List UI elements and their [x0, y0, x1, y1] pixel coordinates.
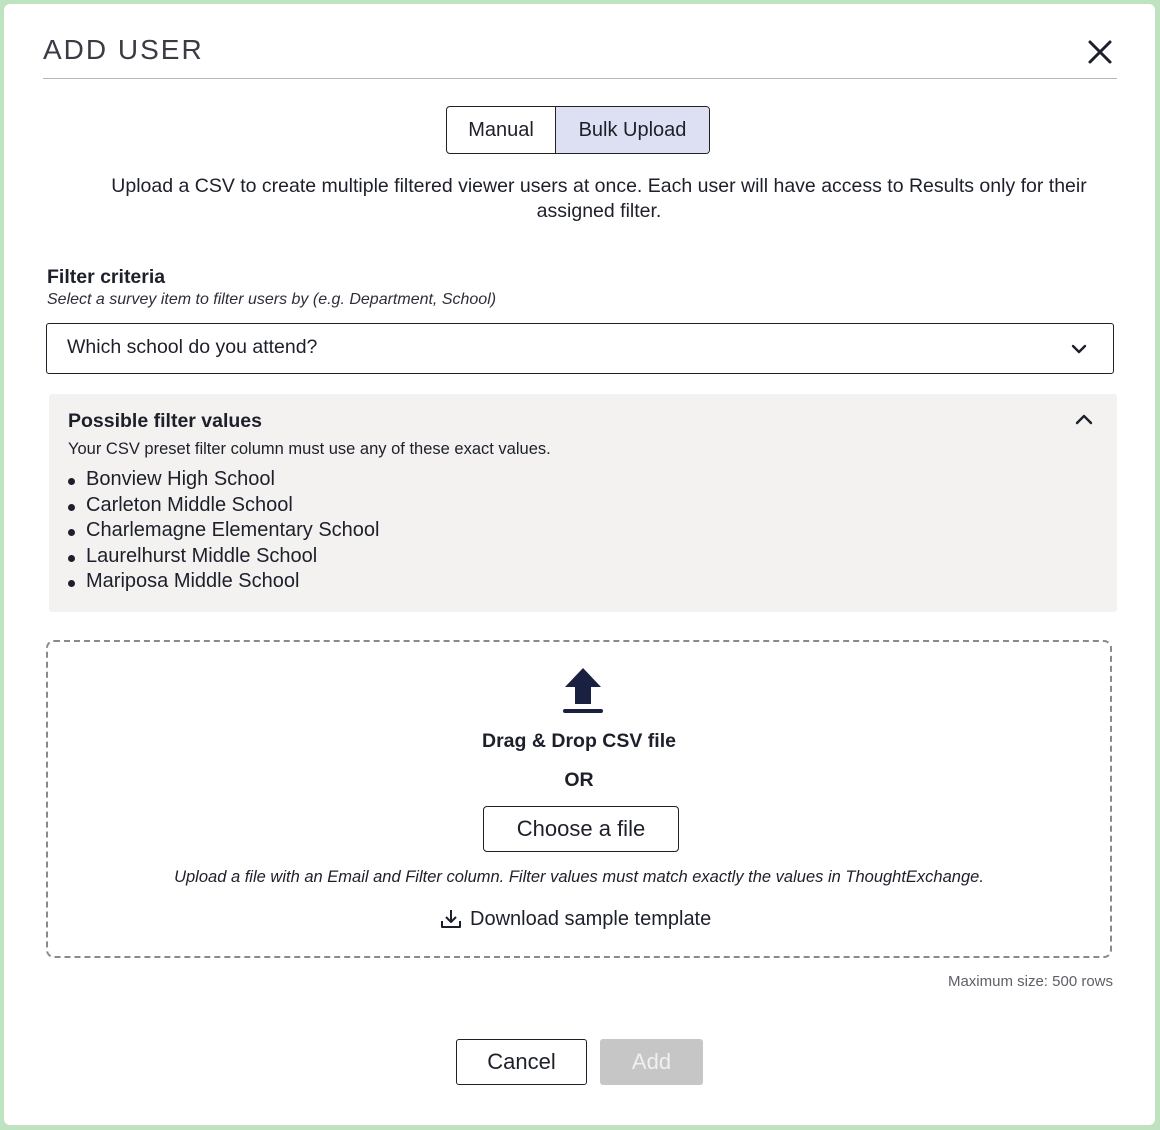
download-icon: [440, 908, 462, 930]
close-button[interactable]: [1085, 37, 1115, 67]
list-item: Mariposa Middle School: [68, 569, 380, 595]
possible-values-title: Possible filter values: [68, 410, 263, 432]
dropzone-or-label: OR: [564, 769, 594, 791]
chevron-down-icon: [1071, 342, 1087, 356]
cancel-button[interactable]: Cancel: [456, 1039, 587, 1085]
close-icon: [1085, 37, 1115, 67]
possible-values-list: [68, 467, 380, 595]
list-item: Bonview High School: [68, 467, 380, 493]
bulk-upload-description: Upload a CSV to create multiple filtered viewer users at once. Each user will have access to Results only for their assigned filter.: [111, 175, 1087, 222]
download-sample-template-label: Download sample template: [470, 907, 712, 930]
dialog-header: [43, 34, 1117, 79]
possible-values-description: Your CSV preset filter column must use any of these exact values.: [68, 440, 551, 458]
download-sample-template-link[interactable]: [440, 906, 711, 932]
list-item: Laurelhurst Middle School: [68, 544, 380, 570]
filter-criteria-label: Filter criteria: [47, 266, 166, 288]
choose-file-button[interactable]: Choose a file: [483, 806, 679, 852]
filter-criteria-value: Which school do you attend?: [67, 336, 318, 358]
tab-manual[interactable]: Manual: [447, 107, 556, 153]
filter-criteria-hint: Select a survey item to filter users by (e.g. Department, School): [47, 291, 497, 308]
tab-bulk-upload[interactable]: Bulk Upload: [556, 107, 709, 153]
dialog-title: ADD USER: [43, 34, 204, 65]
filter-criteria-select[interactable]: [46, 323, 1114, 374]
max-size-note: Maximum size: 500 rows: [947, 973, 1113, 990]
dropzone-title: Drag & Drop CSV file: [482, 730, 676, 752]
possible-filter-values-panel: [49, 394, 1117, 612]
list-item: Carleton Middle School: [68, 493, 380, 519]
upload-icon: [562, 666, 604, 716]
csv-dropzone[interactable]: [46, 640, 1112, 958]
list-item: Charlemagne Elementary School: [68, 518, 380, 544]
mode-toggle: [446, 106, 710, 154]
add-button[interactable]: Add: [600, 1039, 703, 1085]
dropzone-note: Upload a file with an Email and Filter column. Filter values must match exactly the values in ThoughtExchange.: [174, 868, 984, 886]
add-user-dialog: [4, 4, 1155, 1125]
chevron-up-icon[interactable]: [1075, 412, 1093, 426]
